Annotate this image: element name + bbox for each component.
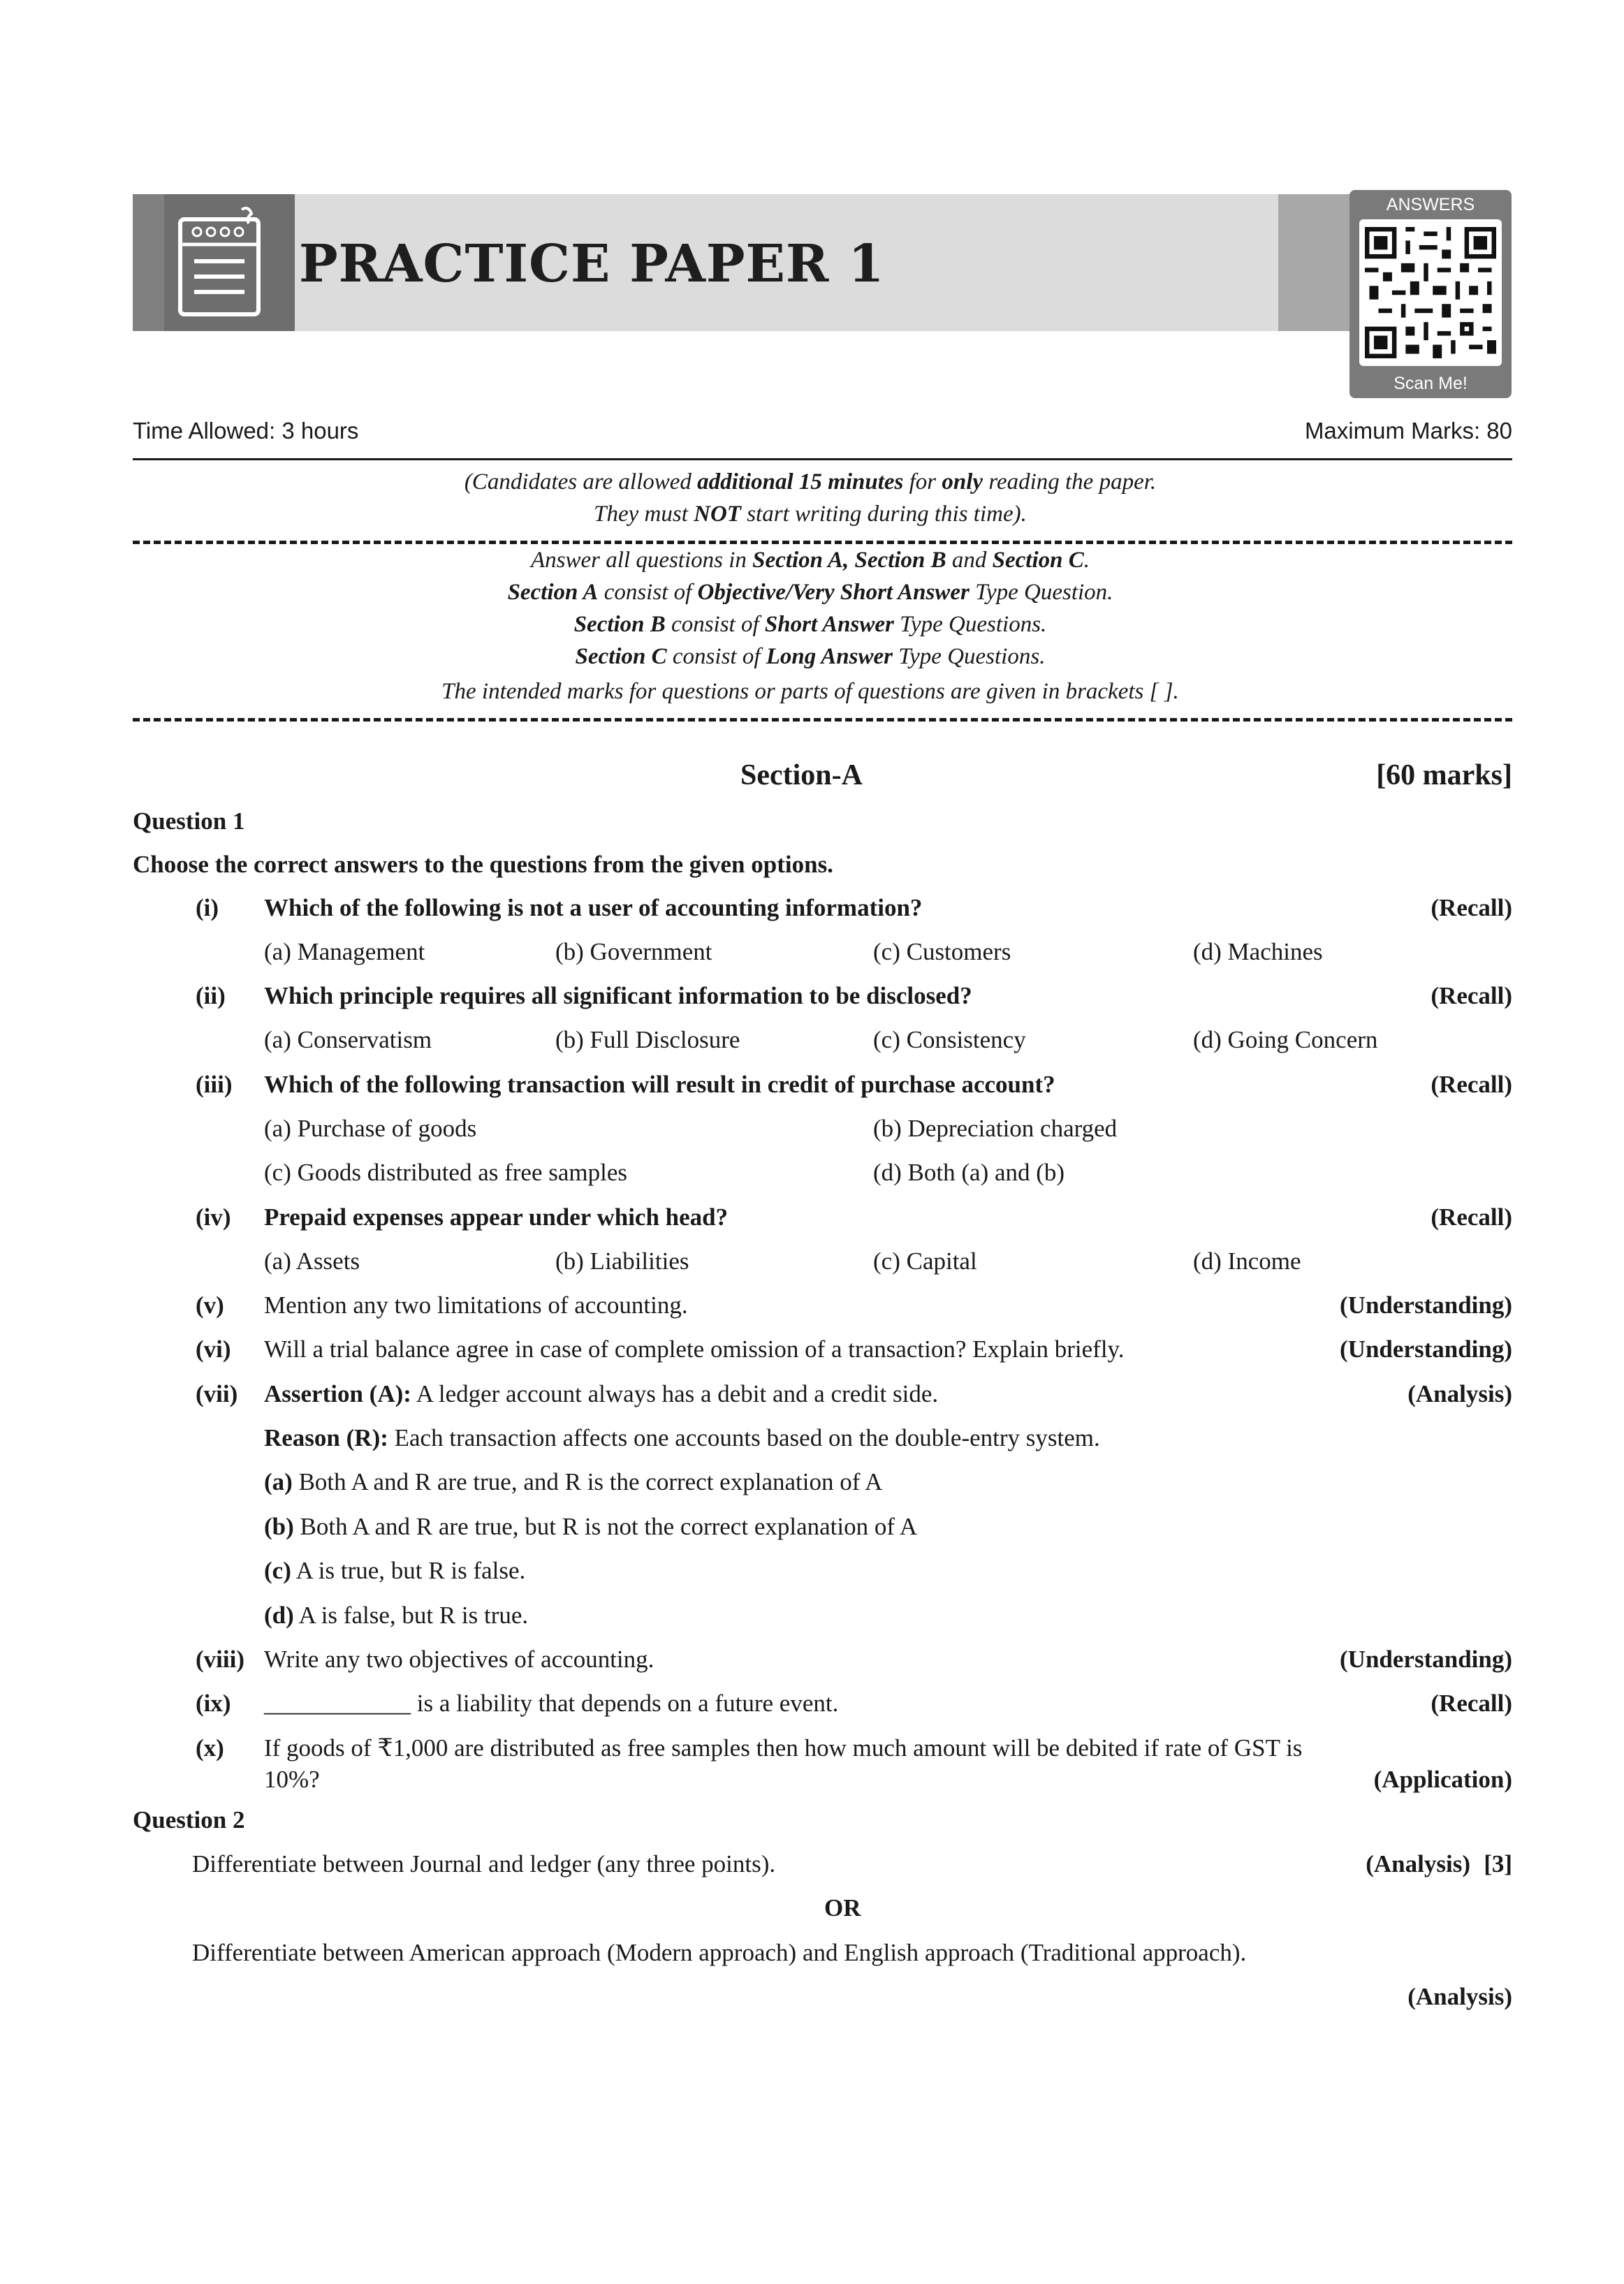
- instruction-line1: Answer all questions in Section A, Section B and Section C.: [530, 548, 1090, 573]
- question-text: Write any two objectives of accounting.: [264, 1646, 654, 1673]
- question-text-cont: 10%?: [264, 1766, 320, 1793]
- question-text: Prepaid expenses appear under which head?: [264, 1203, 729, 1231]
- question-marks: [3]: [1484, 1850, 1512, 1877]
- divider-dashed: [133, 541, 1512, 544]
- option: (d) Going Concern: [1193, 1026, 1378, 1053]
- header-left-strip: [133, 194, 164, 331]
- or-separator: OR: [824, 1894, 861, 1921]
- option: (d) Both (a) and (b): [873, 1159, 1065, 1186]
- item-number: (iv): [196, 1203, 231, 1231]
- question-text: Which of the following transaction will result in credit of purchase account?: [264, 1071, 1055, 1098]
- item-number: (ii): [196, 982, 226, 1009]
- option: (a) Management: [264, 938, 425, 965]
- option: (b) Both A and R are true, but R is not the correct explanation of A: [264, 1513, 918, 1540]
- qr-bottom-label: Scan Me!: [1393, 374, 1468, 393]
- question-tag: (Recall): [1431, 1071, 1512, 1098]
- question-text: ____________ is a liability that depends on a future event.: [264, 1690, 839, 1717]
- question-2-heading: Question 2: [133, 1806, 245, 1833]
- question-text: Which principle requires all significant information to be disclosed?: [264, 982, 972, 1009]
- item-number: (vii): [196, 1380, 238, 1407]
- question-tag: (Understanding): [1340, 1646, 1512, 1673]
- question-text: Mention any two limitations of accounting.: [264, 1291, 688, 1319]
- item-number: (ix): [196, 1690, 231, 1717]
- divider-solid: [133, 458, 1512, 460]
- item-number: (v): [196, 1291, 224, 1319]
- question-tag: (Analysis): [1366, 1850, 1470, 1877]
- item-number: (iii): [196, 1071, 233, 1098]
- question-text: Which of the following is not a user of accounting information?: [264, 894, 923, 921]
- question-1-heading: Question 1: [133, 807, 245, 835]
- page-title: PRACTICE PAPER 1: [299, 234, 885, 294]
- question-tag: (Application): [1373, 1766, 1512, 1793]
- question-text: If goods of ₹1,000 are distributed as free samples then how much amount will be debited if rate of GST is: [264, 1734, 1303, 1762]
- document-list-icon: [175, 204, 265, 319]
- option: (a) Conservatism: [264, 1026, 432, 1053]
- option: (c) Customers: [873, 938, 1011, 965]
- instruction-line2: Section A consist of Objective/Very Short Answer Type Question.: [507, 580, 1113, 605]
- question-2-part1: Differentiate between Journal and ledger (any three points).: [192, 1850, 776, 1877]
- question-tag: (Understanding): [1340, 1291, 1512, 1319]
- item-number: (vi): [196, 1335, 231, 1363]
- question-tag: (Analysis): [1407, 1983, 1512, 2010]
- option: (c) A is true, but R is false.: [264, 1557, 526, 1584]
- option: (b) Government: [555, 938, 712, 965]
- option: (b) Full Disclosure: [555, 1026, 740, 1053]
- question-1-instruction: Choose the correct answers to the questions from the given options.: [133, 851, 833, 878]
- option: (a) Purchase of goods: [264, 1115, 477, 1142]
- maximum-marks: Maximum Marks: 80: [1304, 418, 1512, 444]
- option: (a) Both A and R are true, and R is the correct explanation of A: [264, 1468, 883, 1495]
- section-marks: [60 marks]: [1376, 759, 1512, 791]
- question-tag: (Recall): [1431, 894, 1512, 921]
- reading-note-line1: (Candidates are allowed additional 15 minutes for only reading the paper.: [464, 469, 1157, 495]
- time-allowed: Time Allowed: 3 hours: [133, 418, 359, 444]
- option: (c) Consistency: [873, 1026, 1026, 1053]
- question-tag: (Recall): [1431, 1203, 1512, 1231]
- question-tag: (Recall): [1431, 1690, 1512, 1717]
- section-title: Section-A: [740, 759, 863, 791]
- option: (b) Depreciation charged: [873, 1115, 1118, 1142]
- question-tag: (Understanding): [1340, 1335, 1512, 1363]
- instruction-line3: Section B consist of Short Answer Type Questions.: [573, 612, 1047, 637]
- assertion-text: Assertion (A): A ledger account always has a debit and a credit side.: [264, 1380, 939, 1407]
- option: (c) Capital: [873, 1247, 977, 1275]
- question-2-part2: Differentiate between American approach (Modern approach) and English approach (Traditional approach).: [192, 1939, 1247, 1966]
- item-number: (i): [196, 894, 219, 921]
- qr-code-icon[interactable]: [1365, 225, 1496, 360]
- item-number: (x): [196, 1734, 224, 1762]
- instruction-line4: Section C consist of Long Answer Type Questions.: [575, 644, 1046, 669]
- option: (a) Assets: [264, 1247, 360, 1275]
- option: (b) Liabilities: [555, 1247, 689, 1275]
- option: (c) Goods distributed as free samples: [264, 1159, 627, 1186]
- option: (d) Machines: [1193, 938, 1323, 965]
- reading-note-line2: They must NOT start writing during this time).: [594, 502, 1027, 527]
- divider-dashed-2: [133, 718, 1512, 722]
- option: (d) Income: [1193, 1247, 1301, 1275]
- question-text: Will a trial balance agree in case of complete omission of a transaction? Explain briefly.: [264, 1335, 1125, 1363]
- instruction-line5: The intended marks for questions or parts of questions are given in brackets [ ].: [441, 679, 1179, 704]
- reason-text: Reason (R): Each transaction affects one accounts based on the double-entry system.: [264, 1424, 1100, 1451]
- qr-top-label: ANSWERS: [1386, 195, 1475, 214]
- header-right-strip: [1278, 194, 1352, 331]
- question-tag: (Analysis): [1407, 1380, 1512, 1407]
- option: (d) A is false, but R is true.: [264, 1602, 529, 1629]
- question-tag: (Recall): [1431, 982, 1512, 1009]
- item-number: (viii): [196, 1646, 244, 1673]
